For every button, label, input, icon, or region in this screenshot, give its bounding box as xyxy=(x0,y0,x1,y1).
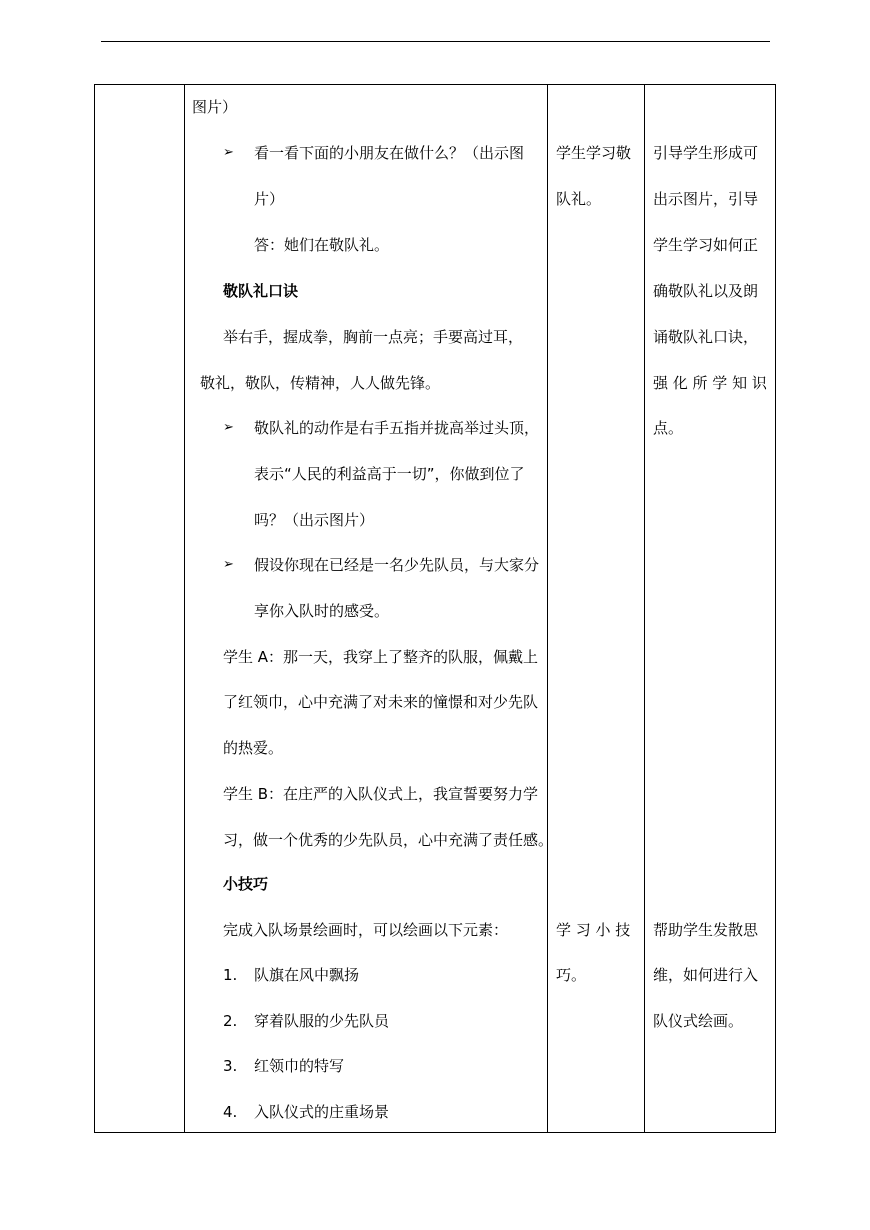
answer-text: 答：她们在敬队礼。 xyxy=(254,236,390,254)
content-text: 图片） xyxy=(192,98,238,116)
column-divider-3 xyxy=(644,85,645,1132)
column-divider-2 xyxy=(547,85,548,1132)
intent-text: 出示图片，引导 xyxy=(653,190,759,208)
list-item: 红领巾的特写 xyxy=(254,1057,345,1075)
student-answer: 学生 A：那一天，我穿上了整齐的队服，佩戴上 xyxy=(223,648,539,666)
activity-text: 学 习 小 技 xyxy=(556,921,631,939)
column-divider-1 xyxy=(184,85,185,1132)
list-item-number: 2. xyxy=(223,1012,238,1030)
bullet-arrow-icon: ➢ xyxy=(223,557,234,572)
activity-text: 巧。 xyxy=(556,966,587,984)
intent-text: 诵敬队礼口诀， xyxy=(653,328,759,346)
question-text: 享你入队时的感受。 xyxy=(254,602,390,620)
student-answer: 了红领巾，心中充满了对未来的憧憬和对少先队 xyxy=(223,693,539,711)
intent-text: 点。 xyxy=(653,419,684,437)
question-text: 敬队礼的动作是右手五指并拢高举过头顶， xyxy=(254,419,540,437)
section-heading: 敬队礼口诀 xyxy=(223,282,299,300)
header-rule xyxy=(101,41,770,42)
list-item: 入队仪式的庄重场景 xyxy=(254,1103,390,1121)
intent-text: 强 化 所 学 知 识 xyxy=(653,374,767,392)
question-text: 吗？（出示图片） xyxy=(254,511,375,529)
intent-text: 引导学生形成可 xyxy=(653,144,759,162)
student-answer: 的热爱。 xyxy=(223,739,284,757)
intent-text: 维，如何进行入 xyxy=(653,966,759,984)
intent-text: 帮助学生发散思 xyxy=(653,921,759,939)
student-answer: 学生 B：在庄严的入队仪式上，我宣誓要努力学 xyxy=(223,785,539,803)
intent-text: 队仪式绘画。 xyxy=(653,1012,744,1030)
section-heading: 小技巧 xyxy=(223,875,269,893)
intent-text: 学生学习如何正 xyxy=(653,236,759,254)
tips-intro: 完成入队场景绘画时，可以绘画以下元素： xyxy=(223,921,509,939)
question-text: 表示“人民的利益高于一切”，你做到位了 xyxy=(254,465,525,483)
list-item: 穿着队服的少先队员 xyxy=(254,1012,390,1030)
list-item-number: 1. xyxy=(223,966,238,984)
student-answer: 习，做一个优秀的少先队员，心中充满了责任感。 xyxy=(223,831,554,849)
rhyme-text: 敬礼，敬队，传精神，人人做先锋。 xyxy=(200,374,441,392)
rhyme-text: 举右手，握成拳，胸前一点亮；手要高过耳， xyxy=(223,328,524,346)
activity-text: 队礼。 xyxy=(556,190,602,208)
intent-text: 确敬队礼以及朗 xyxy=(653,282,759,300)
question-text: 看一看下面的小朋友在做什么？（出示图 xyxy=(254,144,525,162)
list-item: 队旗在风中飘扬 xyxy=(254,966,360,984)
activity-text: 学生学习敬 xyxy=(556,144,632,162)
question-text: 假设你现在已经是一名少先队员，与大家分 xyxy=(254,556,540,574)
bullet-arrow-icon: ➢ xyxy=(223,420,234,435)
bullet-arrow-icon: ➢ xyxy=(223,145,234,160)
list-item-number: 3. xyxy=(223,1057,238,1075)
list-item-number: 4. xyxy=(223,1103,238,1121)
question-text: 片） xyxy=(254,190,285,208)
